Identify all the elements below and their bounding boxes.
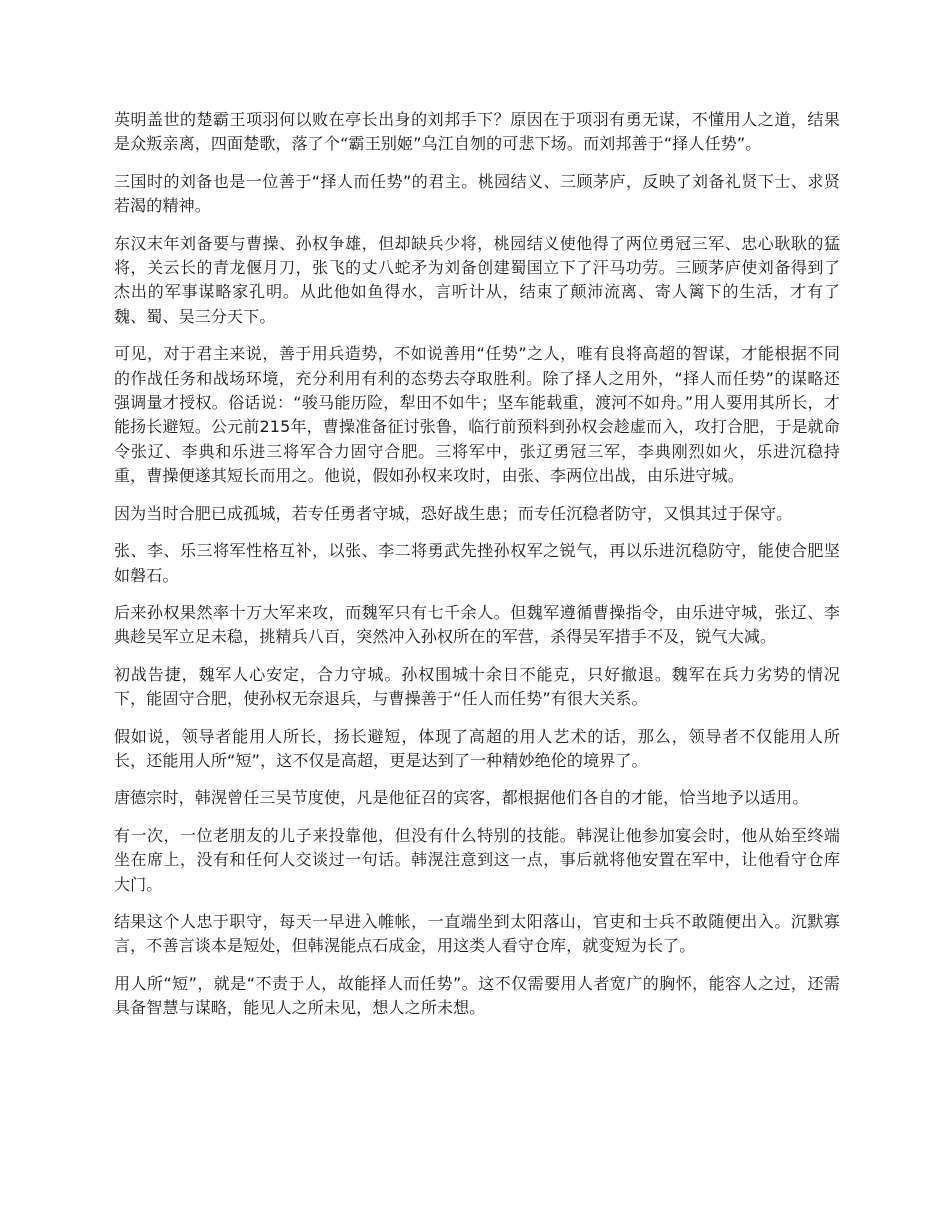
paragraph-2: 三国时的刘备也是一位善于“择人而任势”的君主。桃园结义、三顾茅庐，反映了刘备礼贤下士、求贤若渴的精神。	[114, 171, 840, 216]
paragraph-3: 东汉末年刘备要与曹操、孙权争雄，但却缺兵少将，桃园结义使他得了两位勇冠三军、忠心耿耿的猛将，关云长的青龙偃月刀，张飞的丈八蛇矛为刘备创建蜀国立下了汗马功劳。三顾茅庐使刘备得到了杰出的军事谋略家孔明。从此他如鱼得水，言听计从，结束了颠沛流离、寄人篱下的生活，才有了魏、蜀、吴三分天下。	[114, 233, 840, 326]
paragraph-9: 假如说，领导者能用人所长，扬长避短，体现了高超的用人艺术的话，那么，领导者不仅能用人所长，还能用人所“短”，这不仅是高超，更是达到了一种精妙绝伦的境界了。	[114, 726, 840, 770]
paragraph-11: 有一次，一位老朋友的儿子来投靠他，但没有什么特别的技能。韩滉让他参加宴会时，他从始至终端坐在席上，没有和任何人交谈过一句话。韩滉注意到这一点，事后就将他安置在军中，让他看守仓库大门。	[114, 825, 840, 894]
paragraph-7: 后来孙权果然率十万大军来攻，而魏军只有七千余人。但魏军遵循曹操指令，由乐进守城，张辽、李典趁吴军立足未稳，挑精兵八百，突然冲入孙权所在的军营，杀得吴军措手不及，锐气大减。	[114, 602, 840, 647]
paragraph-12: 结果这个人忠于职守，每天一早进入帷帐，一直端坐到太阳落山，官吏和士兵不敢随便出入。沉默寡言，不善言谈本是短处，但韩滉能点石成金，用这类人看守仓库，就变短为长了。	[114, 911, 840, 956]
paragraph-10: 唐德宗时，韩滉曾任三吴节度使，凡是他征召的宾客，都根据他们各自的才能，恰当地予以适用。	[114, 788, 809, 808]
paragraph-13: 用人所“短”，就是“不责于人，故能择人而任势”。这不仅需要用人者宽广的胸怀，能容人之过，还需具备智慧与谋略，能见人之所未见，想人之所未想。	[114, 973, 840, 1018]
article-body	[114, 108, 840, 1034]
paragraph-1: 英明盖世的楚霸王项羽何以败在亭长出身的刘邦手下？原因在于项羽有勇无谋，不懂用人之道，结果是众叛亲离，四面楚歌，落了个“霸王别姬”乌江自刎的可悲下场。而刘邦善于“择人任势”。	[114, 110, 840, 154]
paragraph-8: 初战告捷，魏军人心安定，合力守城。孙权围城十余日不能克，只好撤退。魏军在兵力劣势的情况下，能固守合肥，使孙权无奈退兵，与曹操善于“任人而任势”有很大关系。	[114, 664, 840, 709]
paragraph-4: 可见，对于君主来说，善于用兵造势，不如说善用“任势”之人，唯有良将高超的智谋，才能根据不同的作战任务和战场环境，充分利用有利的态势去夺取胜利。除了择人之用外，“择人而任势”的谋略还强调量才授权。俗话说：“骏马能历险，犁田不如牛；坚车能载重，渡河不如舟。”用人要用其所长，才能扬长避短。公元前215年，曹操准备征讨张鲁，临行前预料到孙权会趁虚而入，攻打合肥，于是就命令张辽、李典和乐进三将军合力固守合肥。三将军中，张辽勇冠三军，李典刚烈如火，乐进沉稳持重，曹操便遂其短长而用之。他说，假如孙权来攻时，由张、李两位出战，由乐进守城。	[114, 344, 840, 486]
paragraph-5: 因为当时合肥已成孤城，若专任勇者守城，恐好战生患；而专任沉稳者防守，又惧其过于保守。	[114, 503, 793, 523]
paragraph-6: 张、李、乐三将军性格互补，以张、李二将勇武先挫孙权军之锐气，再以乐进沉稳防守，能使合肥坚如磐石。	[114, 541, 840, 585]
